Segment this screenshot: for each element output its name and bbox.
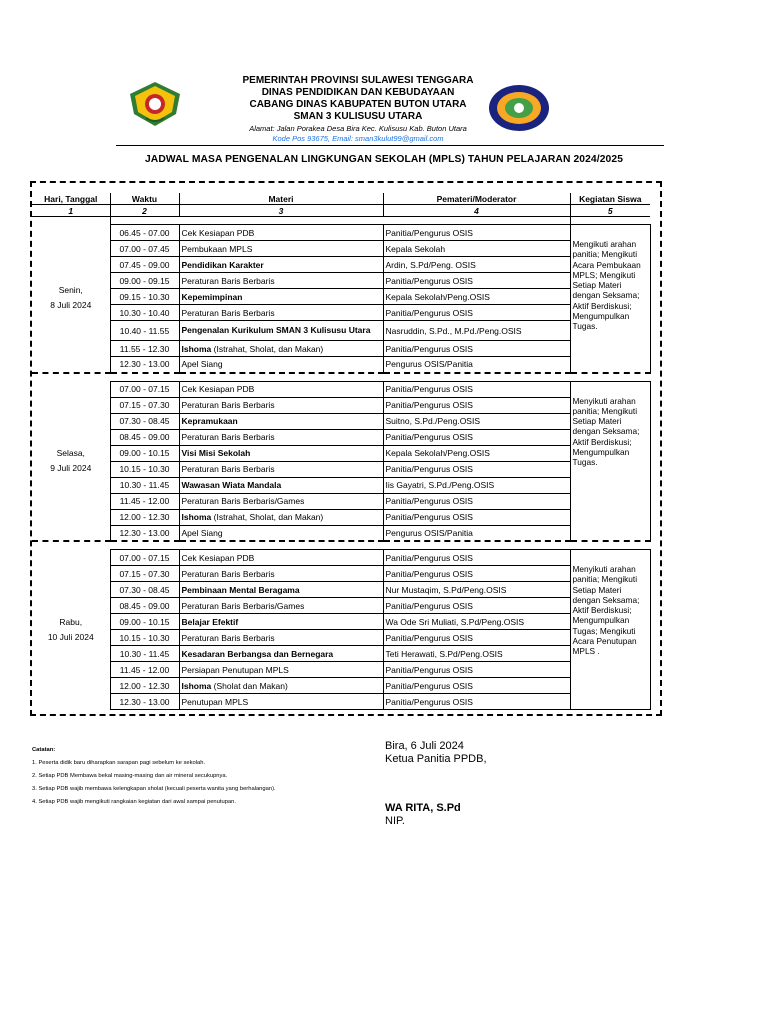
- note-item: 3. Setiap PDB wajib membawa kelengkapan sholat (kecuali peserta wanita yang berhalangan).: [32, 786, 276, 792]
- day-cell: [32, 225, 110, 373]
- material-cell: [179, 550, 383, 566]
- table-row: [32, 241, 650, 257]
- table-row: [32, 566, 650, 582]
- speaker-cell: Panitia/Pengurus OSIS: [383, 493, 570, 509]
- material-cell: [179, 525, 383, 541]
- table-row: [32, 598, 650, 614]
- letterhead-line-2: DINAS PENDIDIKAN DAN KEBUDAYAAN: [261, 87, 455, 98]
- day-separator: [32, 373, 650, 382]
- table-row: [32, 477, 650, 493]
- time-cell: 12.30 - 13.00: [110, 525, 179, 541]
- speaker-cell: Panitia/Pengurus OSIS: [383, 694, 570, 710]
- time-cell: 12.30 - 13.00: [110, 357, 179, 373]
- header-number: 2: [110, 205, 179, 217]
- table-row: [32, 257, 650, 273]
- material-cell: [179, 257, 383, 273]
- table-row: [32, 630, 650, 646]
- note-item: 4. Setiap PDB wajib mengikuti rangkaian kegiatan dari awal sampai penutupan.: [32, 799, 236, 805]
- note-item: 2. Setiap PDB Membawa bekal masing-masing dan air mineral secukupnya.: [32, 773, 228, 779]
- speaker-cell: Panitia/Pengurus OSIS: [383, 381, 570, 397]
- speaker-cell: Panitia/Pengurus OSIS: [383, 305, 570, 321]
- material-text: Peraturan Baris Berbaris: [181, 432, 275, 442]
- material-text: Pembukaan MPLS: [181, 243, 253, 254]
- material-bold: Wawasan Wiata Mandala: [181, 480, 282, 490]
- material-cell: [179, 429, 383, 445]
- material-cell: [179, 509, 383, 525]
- material-cell: [179, 413, 383, 429]
- material-cell: [179, 477, 383, 493]
- material-text: Peraturan Baris Berbaris: [181, 632, 275, 643]
- material-text: Peraturan Baris Berbaris: [181, 464, 275, 474]
- material-text: Penutupan MPLS: [181, 696, 249, 707]
- speaker-cell: Nasruddin, S.Pd., M.Pd./Peng.OSIS: [383, 321, 570, 341]
- activity-cell: Menyikuti arahan panitia; Mengikuti Setiap Materi dengan Seksama; Aktif Berdiskusi; Mengumpulkan Tugas.: [570, 381, 650, 541]
- table-row: [32, 582, 650, 598]
- header-material: Materi: [179, 193, 383, 205]
- header-number: 3: [179, 205, 383, 217]
- time-cell: 07.00 - 07.45: [110, 241, 179, 257]
- table-row: [32, 289, 650, 305]
- table-row: [32, 550, 650, 566]
- time-cell: 10.15 - 10.30: [110, 630, 179, 646]
- material-bold: Visi Misi Sekolah: [181, 448, 251, 458]
- material-text: Peraturan Baris Berbaris: [181, 275, 275, 286]
- school-seal-icon: [488, 84, 550, 132]
- table-row: [32, 662, 650, 678]
- time-cell: 07.30 - 08.45: [110, 582, 179, 598]
- table-row: [32, 321, 650, 341]
- material-cell: [179, 630, 383, 646]
- header-speaker: Pemateri/Moderator: [383, 193, 570, 205]
- day-separator: [32, 217, 650, 225]
- material-text: Peraturan Baris Berbaris: [181, 400, 275, 410]
- material-text: (Sholat dan Makan): [211, 680, 288, 691]
- material-cell: [179, 598, 383, 614]
- day-cell: [32, 550, 110, 710]
- day-date: 9 Juli 2024: [50, 462, 92, 473]
- day-name: Rabu,: [59, 616, 83, 627]
- material-cell: [179, 273, 383, 289]
- signature-nip: NIP.: [385, 815, 405, 827]
- time-cell: 09.00 - 10.15: [110, 445, 179, 461]
- table-row: [32, 678, 650, 694]
- time-cell: 09.15 - 10.30: [110, 289, 179, 305]
- speaker-cell: Panitia/Pengurus OSIS: [383, 566, 570, 582]
- material-cell: [179, 241, 383, 257]
- letterhead-line-1: PEMERINTAH PROVINSI SULAWESI TENGGARA: [242, 75, 474, 86]
- speaker-cell: Kepala Sekolah/Peng.OSIS: [383, 289, 570, 305]
- time-cell: 11.45 - 12.00: [110, 662, 179, 678]
- table-row: [32, 509, 650, 525]
- time-cell: 10.30 - 11.45: [110, 646, 179, 662]
- note-item: 1. Peserta didik baru diharapkan sarapan pagi sebelum ke sekolah.: [32, 760, 206, 766]
- time-cell: 12.00 - 12.30: [110, 678, 179, 694]
- material-cell: [179, 493, 383, 509]
- notes-section: [32, 744, 276, 809]
- time-cell: 12.30 - 13.00: [110, 694, 179, 710]
- material-bold: Ishoma: [181, 512, 212, 522]
- speaker-cell: Panitia/Pengurus OSIS: [383, 461, 570, 477]
- day-name: Senin,: [58, 285, 83, 295]
- speaker-cell: Teti Herawati, S.Pd/Peng.OSIS: [383, 646, 570, 662]
- material-text: Persiapan Penutupan MPLS: [181, 664, 289, 675]
- time-cell: 07.00 - 07.15: [110, 550, 179, 566]
- letterhead-address: Alamat: Jalan Porakea Desa Bira Kec. Kulisusu Kab. Buton Utara: [249, 124, 467, 133]
- material-bold: Ishoma: [181, 343, 212, 354]
- table-row: [32, 694, 650, 710]
- material-cell: [179, 357, 383, 373]
- material-cell: [179, 678, 383, 694]
- time-cell: 07.30 - 08.45: [110, 413, 179, 429]
- notes-title: Catatan:: [32, 747, 56, 753]
- material-cell: [179, 397, 383, 413]
- material-bold: Pendidikan Karakter: [181, 259, 264, 270]
- speaker-cell: Panitia/Pengurus OSIS: [383, 630, 570, 646]
- material-bold: Pengenalan Kurikulum SMAN 3 Kulisusu Utara: [181, 325, 371, 335]
- speaker-cell: Ardin, S.Pd/Peng. OSIS: [383, 257, 570, 273]
- letterhead-rule: [116, 145, 664, 146]
- time-cell: 07.15 - 07.30: [110, 566, 179, 582]
- material-bold: Kepramukaan: [181, 416, 238, 426]
- speaker-cell: Iis Gayatri, S.Pd./Peng.OSIS: [383, 477, 570, 493]
- time-cell: 11.55 - 12.30: [110, 341, 179, 357]
- table-row: [32, 646, 650, 662]
- time-cell: 08.45 - 09.00: [110, 598, 179, 614]
- time-cell: 10.15 - 10.30: [110, 461, 179, 477]
- province-emblem-icon: [126, 80, 184, 128]
- table-row: [32, 525, 650, 541]
- letterhead-contact: Kode Pos 93675, Email: sman3kulut99@gmail.com: [272, 134, 444, 143]
- day-date: 10 Juli 2024: [47, 631, 94, 642]
- signature-role: Ketua Panitia PPDB,: [385, 753, 487, 765]
- time-cell: 11.45 - 12.00: [110, 493, 179, 509]
- day-name: Selasa,: [56, 447, 85, 458]
- material-cell: [179, 445, 383, 461]
- table-row: [32, 614, 650, 630]
- time-cell: 09.00 - 09.15: [110, 273, 179, 289]
- signature-place-date: Bira, 6 Juli 2024: [385, 740, 464, 752]
- speaker-cell: Panitia/Pengurus OSIS: [383, 509, 570, 525]
- material-cell: [179, 305, 383, 321]
- speaker-cell: Panitia/Pengurus OSIS: [383, 598, 570, 614]
- signature-block: [385, 740, 487, 828]
- material-text: Apel Siang: [181, 527, 223, 538]
- speaker-cell: Kepala Sekolah: [383, 241, 570, 257]
- material-bold: Kesadaran Berbangsa dan Bernegara: [181, 648, 334, 659]
- table-row: [32, 357, 650, 373]
- speaker-cell: Panitia/Pengurus OSIS: [383, 429, 570, 445]
- speaker-cell: Kepala Sekolah/Peng.OSIS: [383, 445, 570, 461]
- material-cell: [179, 381, 383, 397]
- speaker-cell: Panitia/Pengurus OSIS: [383, 397, 570, 413]
- material-cell: [179, 614, 383, 630]
- day-separator: [32, 541, 650, 550]
- table-row: [32, 413, 650, 429]
- time-cell: 06.45 - 07.00: [110, 225, 179, 241]
- material-cell: [179, 289, 383, 305]
- material-cell: [179, 694, 383, 710]
- speaker-cell: Panitia/Pengurus OSIS: [383, 550, 570, 566]
- table-row: [32, 429, 650, 445]
- material-text: (Istrahat, Sholat, dan Makan): [211, 343, 324, 354]
- material-bold: Belajar Efektif: [181, 616, 239, 627]
- material-text: Cek Kesiapan PDB: [181, 552, 255, 563]
- time-cell: 07.15 - 07.30: [110, 397, 179, 413]
- schedule-table: [32, 193, 651, 710]
- speaker-cell: Pengurus OSIS/Panitia: [383, 357, 570, 373]
- speaker-cell: Suitno, S.Pd./Peng.OSIS: [383, 413, 570, 429]
- header-number: 1: [32, 205, 110, 217]
- schedule-body: [32, 217, 650, 710]
- material-text: Peraturan Baris Berbaris: [181, 307, 275, 318]
- table-row: [32, 341, 650, 357]
- time-cell: 10.40 - 11.55: [110, 321, 179, 341]
- time-cell: 10.30 - 11.45: [110, 477, 179, 493]
- material-text: Cek Kesiapan PDB: [181, 227, 255, 238]
- header-time: Waktu: [110, 193, 179, 205]
- table-row: [32, 381, 650, 397]
- material-cell: [179, 566, 383, 582]
- material-text: Peraturan Baris Berbaris: [181, 568, 275, 579]
- speaker-cell: Panitia/Pengurus OSIS: [383, 341, 570, 357]
- table-row: [32, 225, 650, 241]
- material-cell: [179, 225, 383, 241]
- material-cell: [179, 461, 383, 477]
- speaker-cell: Nur Mustaqim, S.Pd/Peng.OSIS: [383, 582, 570, 598]
- material-text: Peraturan Baris Berbaris/Games: [181, 600, 305, 611]
- table-row: [32, 397, 650, 413]
- material-text: Peraturan Baris Berbaris/Games: [181, 496, 305, 506]
- time-cell: 07.00 - 07.15: [110, 381, 179, 397]
- signature-name: WA RITA, S.Pd: [385, 802, 461, 814]
- time-cell: 10.30 - 10.40: [110, 305, 179, 321]
- header-day: Hari, Tanggal: [32, 193, 110, 205]
- header-activity: Kegiatan Siswa: [570, 193, 650, 205]
- speaker-cell: Panitia/Pengurus OSIS: [383, 662, 570, 678]
- table-row: [32, 273, 650, 289]
- header-number: 4: [383, 205, 570, 217]
- material-cell: [179, 646, 383, 662]
- material-bold: Ishoma: [181, 680, 212, 691]
- time-cell: 07.45 - 09.00: [110, 257, 179, 273]
- table-row: [32, 305, 650, 321]
- speaker-cell: Pengurus OSIS/Panitia: [383, 525, 570, 541]
- table-row: [32, 493, 650, 509]
- activity-cell: Menyikuti arahan panitia; Mengikuti Setiap Materi dengan Seksama; Aktif Berdiskusi; Mengumpulkan Tugas; Mengikuti Acara Penutupan MPLS .: [570, 550, 650, 710]
- material-text: Apel Siang: [181, 359, 223, 370]
- material-text: (Istrahat, Sholat, dan Makan): [211, 512, 324, 522]
- speaker-cell: Panitia/Pengurus OSIS: [383, 273, 570, 289]
- speaker-cell: Panitia/Pengurus OSIS: [383, 225, 570, 241]
- table-row: [32, 445, 650, 461]
- activity-cell: Mengikuti arahan panitia; Mengikuti Acara Pembukaan MPLS; Mengikuti Setiap Materi dengan Seksama; Aktif Berdiskusi; Mengumpulkan Tugas.: [570, 225, 650, 373]
- time-cell: 09.00 - 10.15: [110, 614, 179, 630]
- day-date: 8 Juli 2024: [50, 300, 92, 310]
- document-title: JADWAL MASA PENGENALAN LINGKUNGAN SEKOLAH (MPLS) TAHUN PELAJARAN 2024/2025: [144, 154, 624, 165]
- day-cell: [32, 381, 110, 541]
- material-cell: [179, 662, 383, 678]
- speaker-cell: Wa Ode Sri Muliati, S.Pd/Peng.OSIS: [383, 614, 570, 630]
- material-bold: Pembinaan Mental Beragama: [181, 584, 300, 595]
- header-number: 5: [570, 205, 650, 217]
- letterhead-line-3: CABANG DINAS KABUPATEN BUTON UTARA: [249, 99, 467, 110]
- time-cell: 12.00 - 12.30: [110, 509, 179, 525]
- table-row: [32, 461, 650, 477]
- speaker-cell: Panitia/Pengurus OSIS: [383, 678, 570, 694]
- material-cell: [179, 582, 383, 598]
- material-text: Cek Kesiapan PDB: [181, 384, 255, 394]
- letterhead-line-4: SMAN 3 KULISUSU UTARA: [293, 111, 423, 122]
- material-cell: [179, 341, 383, 357]
- material-bold: Kepemimpinan: [181, 291, 243, 302]
- time-cell: 08.45 - 09.00: [110, 429, 179, 445]
- material-cell: [179, 321, 383, 341]
